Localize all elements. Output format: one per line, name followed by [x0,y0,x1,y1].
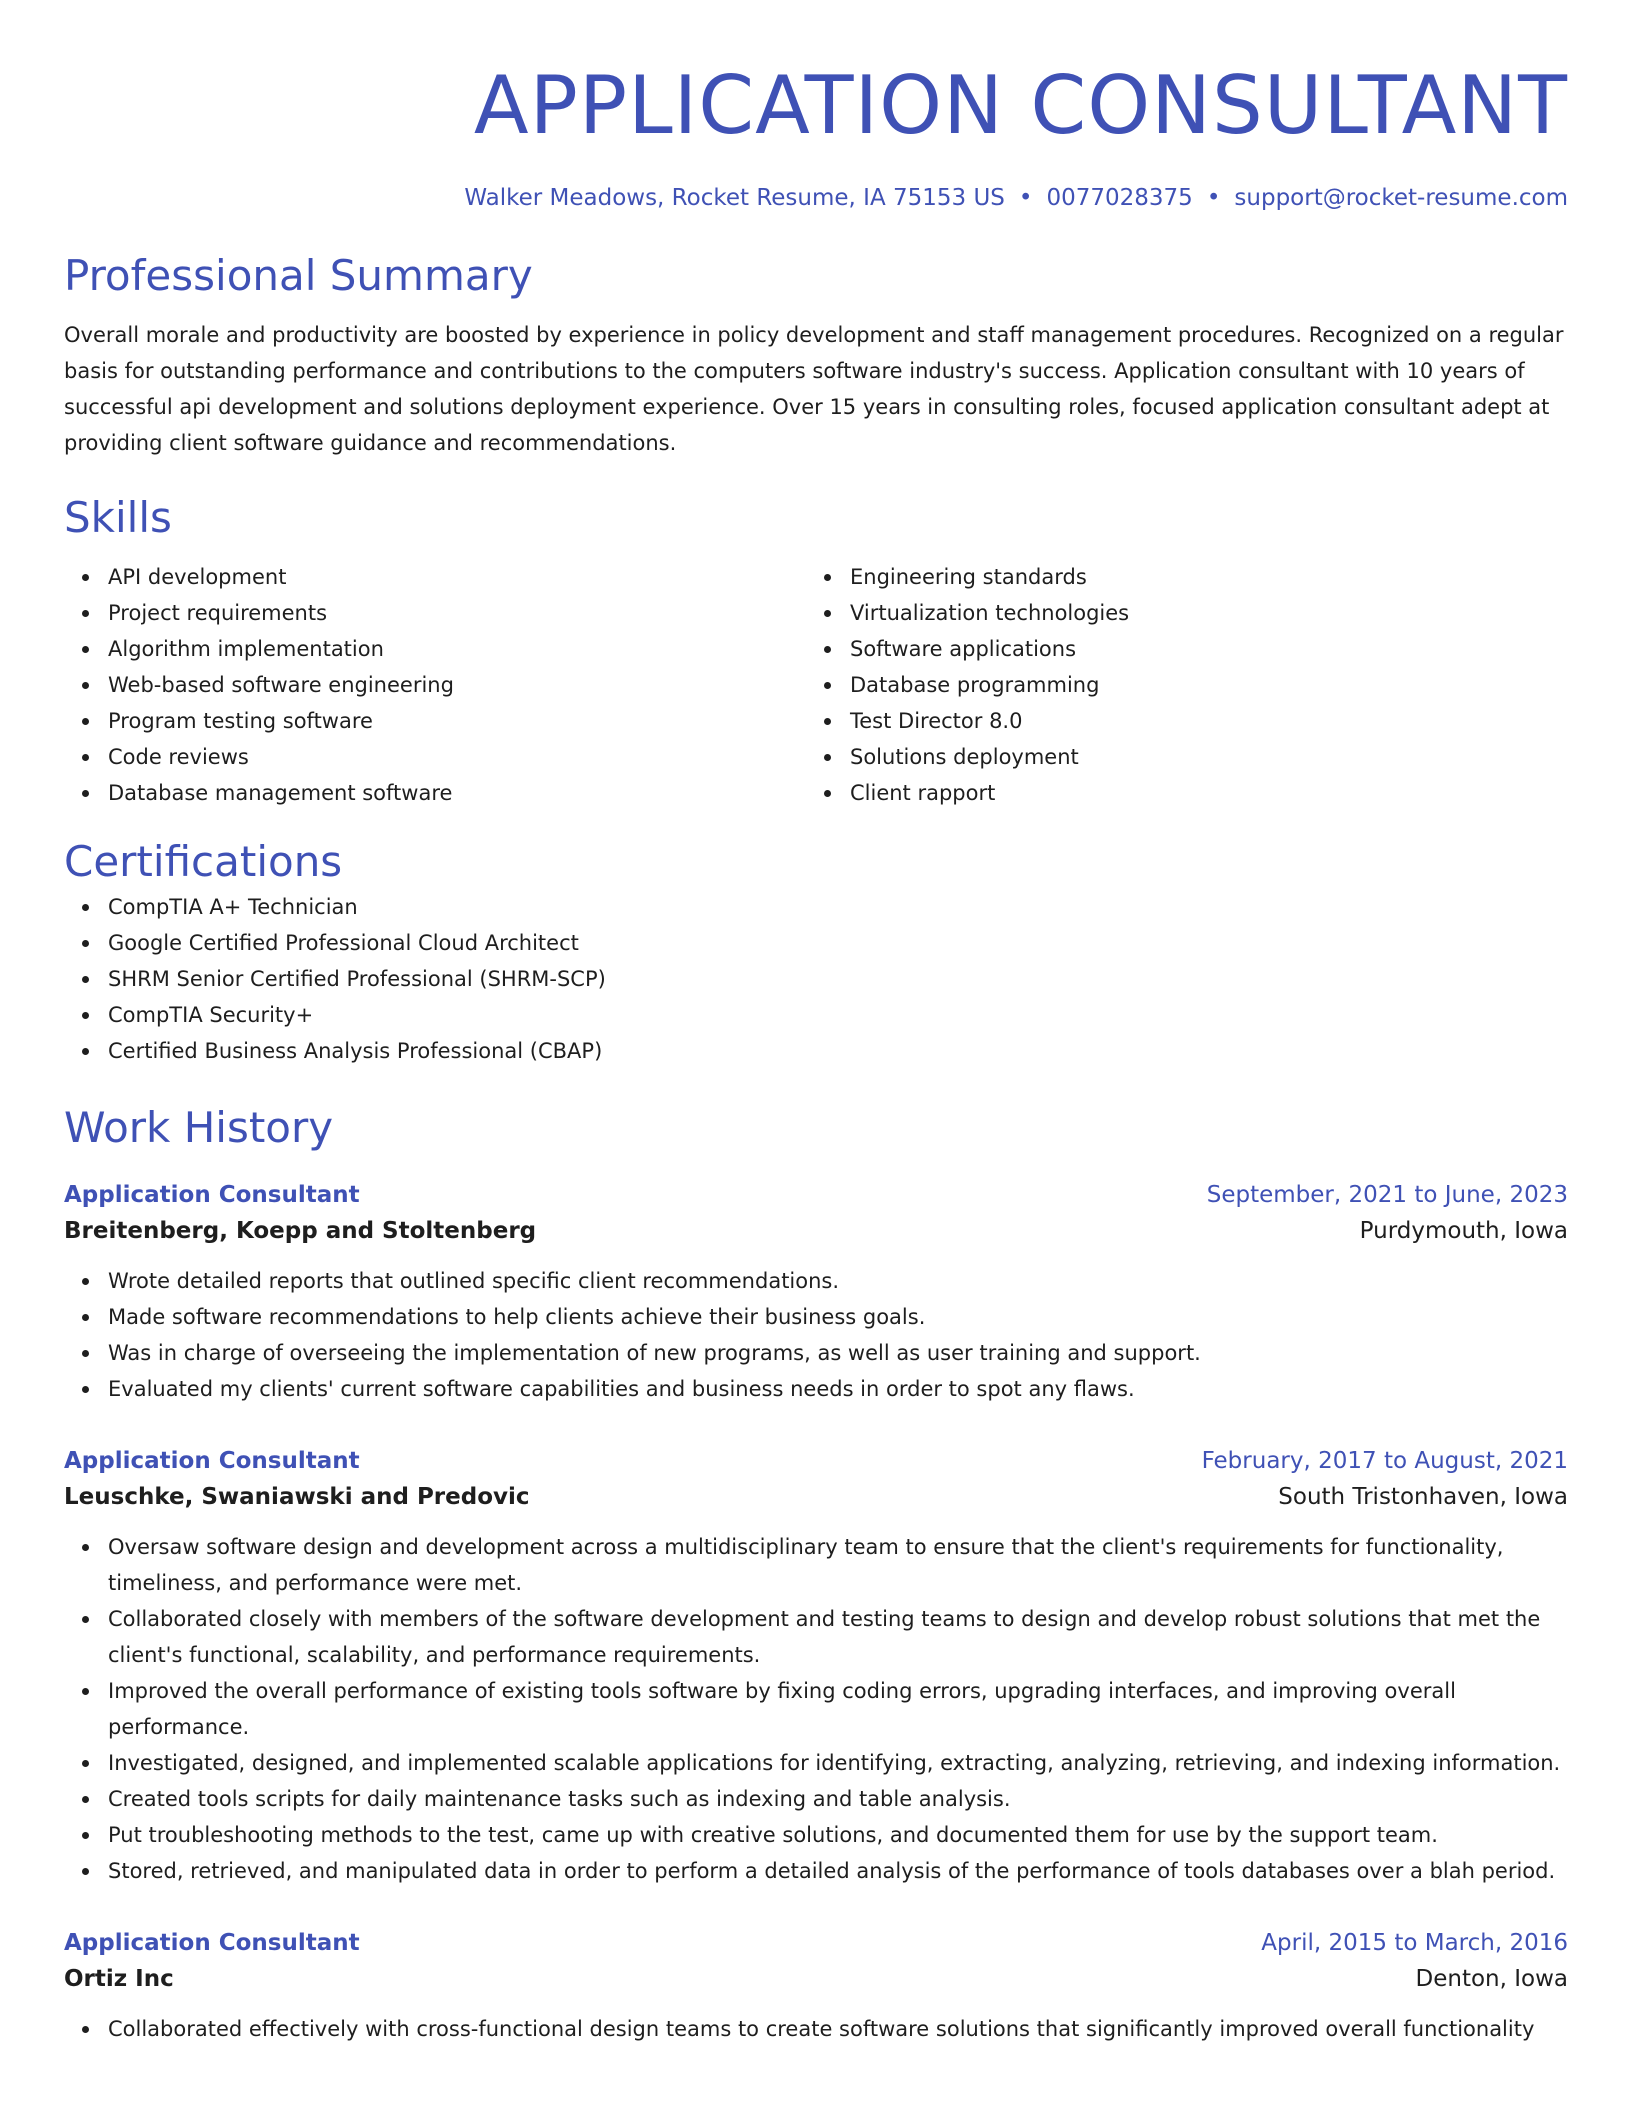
contact-separator: • [1206,185,1221,211]
skill-item: Code reviews [108,739,806,775]
certifications-heading: Certifications [64,837,343,886]
resume-page [64,0,1568,2047]
skill-item: Project requirements [108,595,806,631]
certification-item: SHRM Senior Certified Professional (SHRM-SCP) [108,961,1568,997]
job-bullet: Collaborated closely with members of the software development and testing teams to design and develop robust solutions that met the client's functional, scalability, and performance requirements. [108,1601,1568,1673]
job-entry [64,1925,1568,2047]
work-history-heading: Work History [64,1103,334,1152]
summary-heading: Professional Summary [64,251,533,300]
contact-line [64,182,1568,214]
job-role: Application Consultant [64,1182,360,1208]
skill-item: Database management software [108,775,806,811]
job-bullet: Stored, retrieved, and manipulated data in order to perform a detailed analysis of the performance of tools databases over a blah period. [108,1853,1568,1889]
skills-list-left [64,559,806,811]
job-location: South Tristonhaven, Iowa [1278,1484,1568,1510]
job-bullet: Oversaw software design and development across a multidisciplinary team to ensure that the client's requirements for functionality, timeliness, and performance were met. [108,1529,1568,1601]
skill-item: Database programming [850,667,1548,703]
job-bullet: Collaborated effectively with cross-functional design teams to create software solutions that significantly improved overall functionality [108,2011,1568,2047]
skill-item: Engineering standards [850,559,1548,595]
job-header-row [64,1177,1568,1213]
certification-item: CompTIA Security+ [108,997,1568,1033]
job-role: Application Consultant [64,1448,360,1474]
skill-item: Software applications [850,631,1548,667]
summary-text: Overall morale and productivity are boosted by experience in policy development and staff management procedures. Recognized on a regular basis for outstanding performance and contributions to the computers software industry's success. Application consultant with 10 years of successful api development and solutions deployment experience. Over 15 years in consulting roles, focused application consultant adept at providing client software guidance and recommendations. [64,323,1564,455]
skill-item: Test Director 8.0 [850,703,1548,739]
job-bullets [64,1529,1568,1889]
job-dates: September, 2021 to June, 2023 [1206,1182,1568,1208]
skills-column-right [806,559,1548,811]
certifications-list [64,889,1568,1069]
skill-item: Virtualization technologies [850,595,1548,631]
job-entry [64,1177,1568,1407]
job-bullets [64,2011,1568,2047]
job-company: Breitenberg, Koepp and Stoltenberg [64,1218,537,1244]
job-bullet: Made software recommendations to help clients achieve their business goals. [108,1299,1568,1335]
job-dates: April, 2015 to March, 2016 [1261,1930,1568,1956]
page-title: APPLICATION CONSULTANT [473,59,1568,152]
skills-grid [64,559,1568,811]
contact-separator: • [1018,185,1033,211]
skill-item: Algorithm implementation [108,631,806,667]
job-bullet: Created tools scripts for daily maintenance tasks such as indexing and table analysis. [108,1781,1568,1817]
certification-item: CompTIA A+ Technician [108,889,1568,925]
job-location: Purdymouth, Iowa [1359,1218,1568,1244]
job-bullet: Improved the overall performance of existing tools software by fixing coding errors, upgrading interfaces, and improving overall performance. [108,1673,1568,1745]
job-header-row [64,1925,1568,1961]
job-header-row [64,1443,1568,1479]
skill-item: Web-based software engineering [108,667,806,703]
contact-phone: 0077028375 [1046,185,1193,211]
job-company: Leuschke, Swaniawski and Predovic [64,1484,530,1510]
job-company-row [64,1479,1568,1515]
job-company-row [64,1213,1568,1249]
job-bullet: Was in charge of overseeing the implementation of new programs, as well as user training and support. [108,1335,1568,1371]
certification-item: Google Certified Professional Cloud Architect [108,925,1568,961]
job-company-row [64,1961,1568,1997]
skill-item: API development [108,559,806,595]
job-company: Ortiz Inc [64,1966,174,1992]
job-bullet: Put troubleshooting methods to the test, came up with creative solutions, and documented them for use by the support team. [108,1817,1568,1853]
job-bullets [64,1263,1568,1407]
contact-email: support@rocket-resume.com [1234,185,1568,211]
skills-heading: Skills [64,493,172,542]
skill-item: Client rapport [850,775,1548,811]
job-bullet: Investigated, designed, and implemented scalable applications for identifying, extracting, analyzing, retrieving, and indexing information. [108,1745,1568,1781]
job-dates: February, 2017 to August, 2021 [1201,1448,1568,1474]
job-bullet: Evaluated my clients' current software capabilities and business needs in order to spot any flaws. [108,1371,1568,1407]
skill-item: Program testing software [108,703,806,739]
job-role: Application Consultant [64,1930,360,1956]
contact-address: Walker Meadows, Rocket Resume, IA 75153 US [464,185,1005,211]
certification-item: Certified Business Analysis Professional (CBAP) [108,1033,1568,1069]
job-entry [64,1443,1568,1889]
job-location: Denton, Iowa [1415,1966,1568,1992]
skill-item: Solutions deployment [850,739,1548,775]
skills-list-right [806,559,1548,811]
skills-column-left [64,559,806,811]
job-bullet: Wrote detailed reports that outlined specific client recommendations. [108,1263,1568,1299]
